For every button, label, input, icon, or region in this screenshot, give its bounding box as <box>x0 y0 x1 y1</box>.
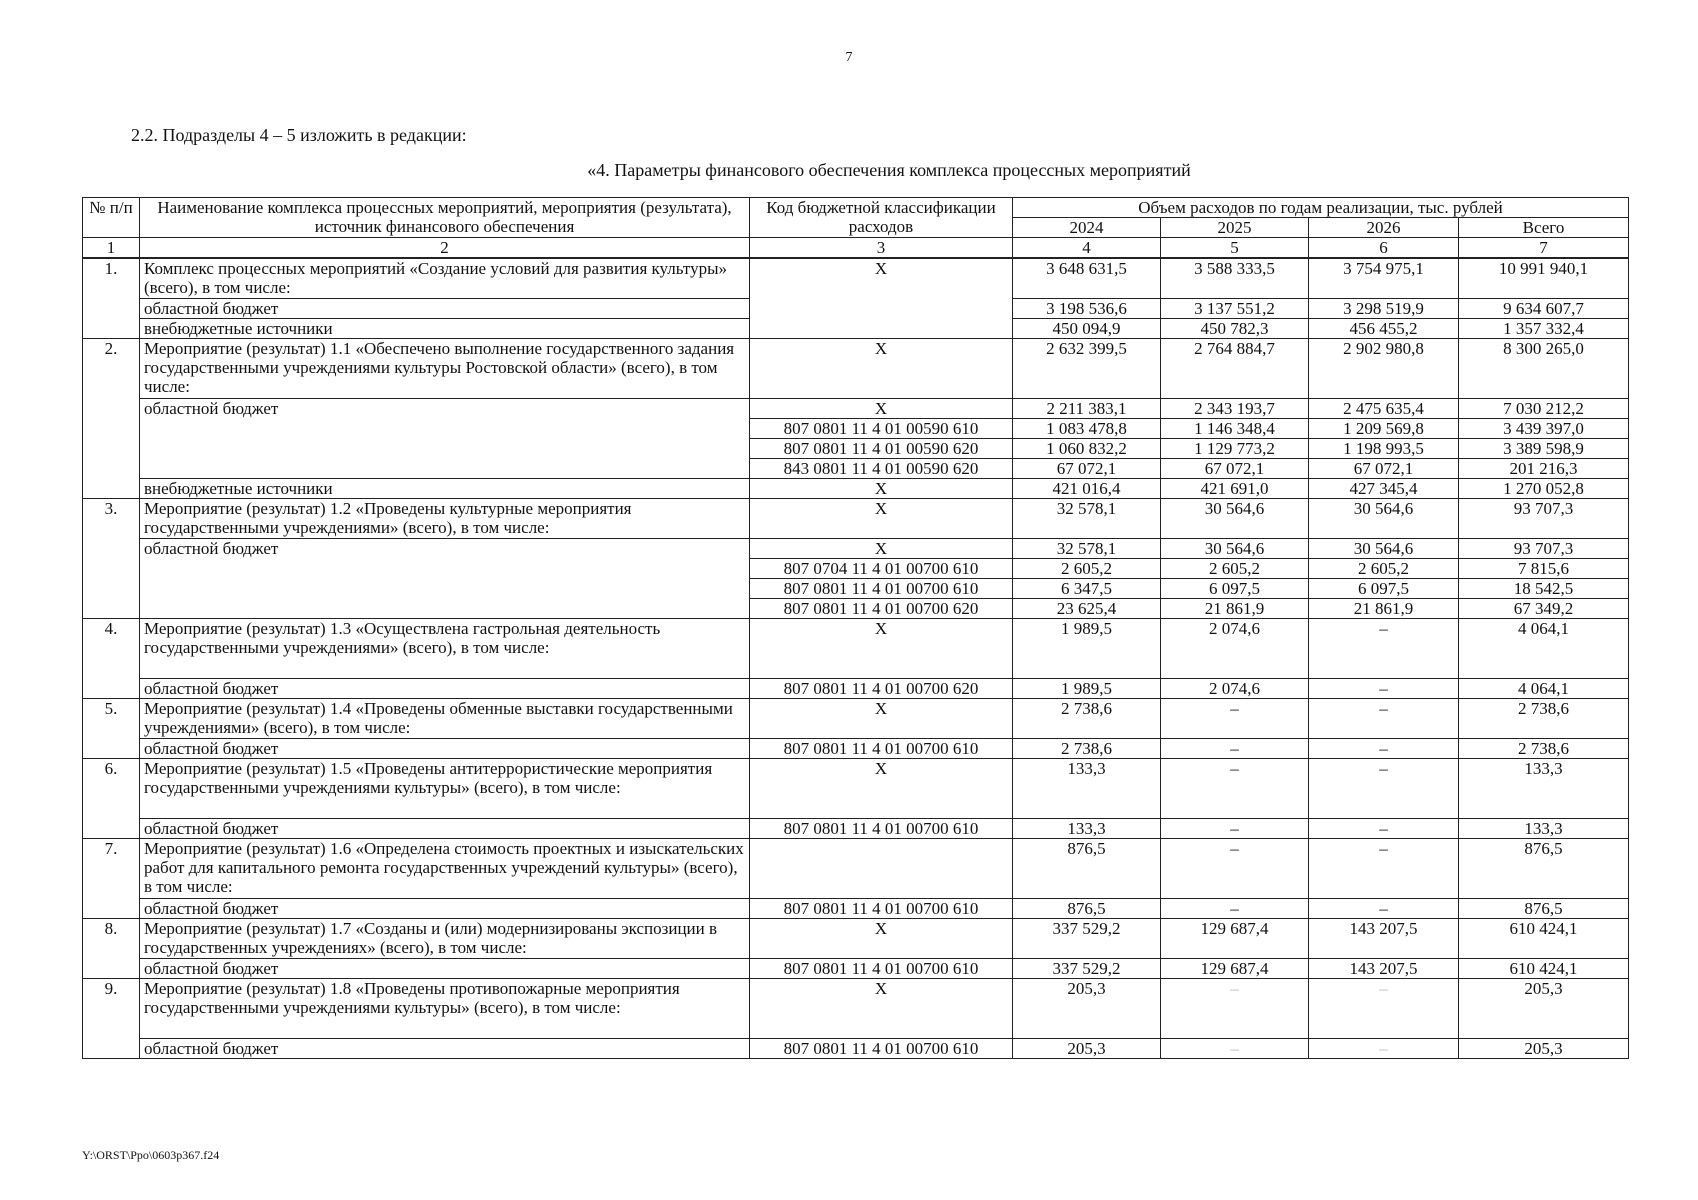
budget-code: 807 0801 11 4 01 00700 610 <box>750 898 1013 918</box>
item-name: Мероприятие (результат) 1.6 «Определена стоимость проектных и изыскательских работ для капитального ремонта государственных учреждений культуры» (всего), в том числе: <box>140 838 750 898</box>
table-row-main <box>83 978 1629 1038</box>
header-year-2024: 2024 <box>1013 218 1161 238</box>
column-number: 6 <box>1309 238 1459 259</box>
item-name: внебюджетные источники <box>140 478 750 498</box>
value-2026: 143 207,5 <box>1309 918 1459 958</box>
budget-code: 807 0801 11 4 01 00700 610 <box>750 578 1013 598</box>
value-total: 205,3 <box>1459 978 1629 1038</box>
row-number: 7. <box>83 838 140 918</box>
value-2026: – <box>1309 818 1459 838</box>
column-number: 2 <box>140 238 750 259</box>
value-2026: – <box>1309 678 1459 698</box>
budget-code: 807 0801 11 4 01 00700 620 <box>750 678 1013 698</box>
row-number: 6. <box>83 758 140 838</box>
page-number: 7 <box>845 50 853 65</box>
column-number: 3 <box>750 238 1013 259</box>
table-row-main <box>83 258 1629 298</box>
value-2026: – <box>1309 1038 1459 1058</box>
header-volume: Объем расходов по годам реализации, тыс. рублей <box>1013 198 1629 218</box>
column-numbers-row <box>83 238 1629 259</box>
table-body <box>83 258 1629 1058</box>
value-2026: 1 209 569,8 <box>1309 418 1459 438</box>
row-number: 5. <box>83 698 140 758</box>
table-row-main <box>83 618 1629 678</box>
item-name: областной бюджет <box>140 1038 750 1058</box>
header-num: № п/п <box>83 198 140 238</box>
value-total: 201 216,3 <box>1459 458 1629 478</box>
table-row-sub <box>83 818 1629 838</box>
value-2026: 2 605,2 <box>1309 558 1459 578</box>
value-2025: – <box>1161 1038 1309 1058</box>
value-total: 7 030 212,2 <box>1459 398 1629 418</box>
budget-code: X <box>750 398 1013 418</box>
item-name: Мероприятие (результат) 1.8 «Проведены противопожарные мероприятия государственными учреждениями культуры» (всего), в том числе: <box>140 978 750 1038</box>
budget-code: 807 0801 11 4 01 00700 620 <box>750 598 1013 618</box>
value-total: 133,3 <box>1459 758 1629 818</box>
value-total: 93 707,3 <box>1459 538 1629 558</box>
value-2025: – <box>1161 698 1309 738</box>
table-row-sub <box>83 398 1629 418</box>
header-code: Код бюджетной классификации расходов <box>750 198 1013 238</box>
row-number: 4. <box>83 618 140 698</box>
value-2025: 67 072,1 <box>1161 458 1309 478</box>
header-year-2025: 2025 <box>1161 218 1309 238</box>
value-2025: 421 691,0 <box>1161 478 1309 498</box>
budget-code: 807 0704 11 4 01 00700 610 <box>750 558 1013 578</box>
value-2024: 32 578,1 <box>1013 538 1161 558</box>
item-name: областной бюджет <box>140 298 750 318</box>
item-name: областной бюджет <box>140 538 750 618</box>
value-2025: 30 564,6 <box>1161 538 1309 558</box>
value-total: 3 389 598,9 <box>1459 438 1629 458</box>
value-2025: 1 146 348,4 <box>1161 418 1309 438</box>
value-2024: 3 648 631,5 <box>1013 258 1161 298</box>
value-2025: – <box>1161 758 1309 818</box>
value-2024: 205,3 <box>1013 1038 1161 1058</box>
value-2026: 456 455,2 <box>1309 318 1459 338</box>
value-2025: 129 687,4 <box>1161 918 1309 958</box>
value-2025: 2 605,2 <box>1161 558 1309 578</box>
row-number: 9. <box>83 978 140 1058</box>
row-number: 1. <box>83 258 140 338</box>
value-2024: 421 016,4 <box>1013 478 1161 498</box>
value-2024: 3 198 536,6 <box>1013 298 1161 318</box>
item-name: областной бюджет <box>140 678 750 698</box>
value-2025: 1 129 773,2 <box>1161 438 1309 458</box>
value-2024: 2 738,6 <box>1013 738 1161 758</box>
value-total: 2 738,6 <box>1459 698 1629 738</box>
value-total: 610 424,1 <box>1459 958 1629 978</box>
item-name: внебюджетные источники <box>140 318 750 338</box>
value-2024: 205,3 <box>1013 978 1161 1038</box>
value-2026: 30 564,6 <box>1309 538 1459 558</box>
value-2024: 2 738,6 <box>1013 698 1161 738</box>
value-2024: 2 211 383,1 <box>1013 398 1161 418</box>
budget-code: X <box>750 478 1013 498</box>
intro-paragraph: 2.2. Подразделы 4 – 5 изложить в редакции: <box>131 125 467 145</box>
value-2024: 1 989,5 <box>1013 678 1161 698</box>
value-2024: 876,5 <box>1013 898 1161 918</box>
table-row-main <box>83 758 1629 818</box>
budget-code: 843 0801 11 4 01 00590 620 <box>750 458 1013 478</box>
column-number: 1 <box>83 238 140 259</box>
value-2024: 450 094,9 <box>1013 318 1161 338</box>
table-row-sub <box>83 1038 1629 1058</box>
value-2025: 2 074,6 <box>1161 678 1309 698</box>
budget-code: 807 0801 11 4 01 00700 610 <box>750 1038 1013 1058</box>
value-2026: – <box>1309 898 1459 918</box>
item-name: областной бюджет <box>140 958 750 978</box>
item-name: Мероприятие (результат) 1.7 «Созданы и (или) модернизированы экспозиции в государственных учреждениях» (всего), в том числе: <box>140 918 750 958</box>
value-2025: – <box>1161 838 1309 898</box>
budget-code: X <box>750 538 1013 558</box>
value-2026: 21 861,9 <box>1309 598 1459 618</box>
value-total: 4 064,1 <box>1459 678 1629 698</box>
value-2025: 3 588 333,5 <box>1161 258 1309 298</box>
value-2024: 23 625,4 <box>1013 598 1161 618</box>
value-2025: 21 861,9 <box>1161 598 1309 618</box>
column-number: 5 <box>1161 238 1309 259</box>
value-2026: – <box>1309 758 1459 818</box>
item-name: областной бюджет <box>140 738 750 758</box>
value-2024: 67 072,1 <box>1013 458 1161 478</box>
header-total: Всего <box>1459 218 1629 238</box>
table-row-sub <box>83 958 1629 978</box>
value-2025: 2 343 193,7 <box>1161 398 1309 418</box>
budget-code: X <box>750 338 1013 398</box>
value-2024: 32 578,1 <box>1013 498 1161 538</box>
value-total: 4 064,1 <box>1459 618 1629 678</box>
value-total: 610 424,1 <box>1459 918 1629 958</box>
value-total: 1 357 332,4 <box>1459 318 1629 338</box>
header-name: Наименование комплекса процессных мероприятий, мероприятия (результата), источник финансового обеспечения <box>140 198 750 238</box>
budget-code: 807 0801 11 4 01 00700 610 <box>750 738 1013 758</box>
value-2026: – <box>1309 698 1459 738</box>
value-2024: 337 529,2 <box>1013 918 1161 958</box>
budget-code: X <box>750 978 1013 1038</box>
budget-code: X <box>750 258 1013 338</box>
value-total: 9 634 607,7 <box>1459 298 1629 318</box>
value-2025: 2 074,6 <box>1161 618 1309 678</box>
table-row-sub <box>83 678 1629 698</box>
value-2026: 2 902 980,8 <box>1309 338 1459 398</box>
value-2025: 6 097,5 <box>1161 578 1309 598</box>
budget-code: 807 0801 11 4 01 00700 610 <box>750 958 1013 978</box>
value-2026: 6 097,5 <box>1309 578 1459 598</box>
value-total: 67 349,2 <box>1459 598 1629 618</box>
value-2026: – <box>1309 618 1459 678</box>
table-row-main <box>83 698 1629 738</box>
value-2025: 450 782,3 <box>1161 318 1309 338</box>
header-year-2026: 2026 <box>1309 218 1459 238</box>
budget-code: 807 0801 11 4 01 00700 610 <box>750 818 1013 838</box>
table-row-sub <box>83 478 1629 498</box>
budget-code: 807 0801 11 4 01 00590 620 <box>750 438 1013 458</box>
value-total: 2 738,6 <box>1459 738 1629 758</box>
table-row-main <box>83 338 1629 398</box>
item-name: Комплекс процессных мероприятий «Создание условий для развития культуры» (всего), в том числе: <box>140 258 750 298</box>
value-2026: 30 564,6 <box>1309 498 1459 538</box>
value-2025: – <box>1161 818 1309 838</box>
item-name: Мероприятие (результат) 1.4 «Проведены обменные выставки государственными учреждениями» (всего), в том числе: <box>140 698 750 738</box>
value-2024: 133,3 <box>1013 818 1161 838</box>
value-2026: 67 072,1 <box>1309 458 1459 478</box>
column-number: 7 <box>1459 238 1629 259</box>
section-title: «4. Параметры финансового обеспечения комплекса процессных мероприятий <box>587 160 1191 180</box>
value-2025: – <box>1161 898 1309 918</box>
value-2025: 129 687,4 <box>1161 958 1309 978</box>
item-name: областной бюджет <box>140 818 750 838</box>
value-2026: 1 198 993,5 <box>1309 438 1459 458</box>
value-total: 18 542,5 <box>1459 578 1629 598</box>
value-2024: 1 989,5 <box>1013 618 1161 678</box>
value-total: 205,3 <box>1459 1038 1629 1058</box>
budget-code: X <box>750 618 1013 678</box>
value-2026: 2 475 635,4 <box>1309 398 1459 418</box>
value-2025: – <box>1161 738 1309 758</box>
table-row-main <box>83 498 1629 538</box>
item-name: Мероприятие (результат) 1.2 «Проведены культурные мероприятия государственными учреждениями» (всего), в том числе: <box>140 498 750 538</box>
budget-code <box>750 838 1013 898</box>
table-header <box>83 198 1629 259</box>
item-name: областной бюджет <box>140 398 750 478</box>
budget-code: X <box>750 498 1013 538</box>
table-row-sub <box>83 898 1629 918</box>
value-2024: 2 605,2 <box>1013 558 1161 578</box>
column-number: 4 <box>1013 238 1161 259</box>
value-total: 7 815,6 <box>1459 558 1629 578</box>
budget-code: X <box>750 918 1013 958</box>
value-total: 3 439 397,0 <box>1459 418 1629 438</box>
value-2024: 2 632 399,5 <box>1013 338 1161 398</box>
value-2025: – <box>1161 978 1309 1038</box>
value-2026: – <box>1309 738 1459 758</box>
value-2026: 3 754 975,1 <box>1309 258 1459 298</box>
value-2024: 6 347,5 <box>1013 578 1161 598</box>
value-2025: 2 764 884,7 <box>1161 338 1309 398</box>
value-total: 8 300 265,0 <box>1459 338 1629 398</box>
budget-code: X <box>750 758 1013 818</box>
value-total: 10 991 940,1 <box>1459 258 1629 298</box>
budget-code: X <box>750 698 1013 738</box>
value-2025: 3 137 551,2 <box>1161 298 1309 318</box>
value-total: 133,3 <box>1459 818 1629 838</box>
value-2024: 876,5 <box>1013 838 1161 898</box>
value-total: 876,5 <box>1459 838 1629 898</box>
value-total: 876,5 <box>1459 898 1629 918</box>
item-name: областной бюджет <box>140 898 750 918</box>
financing-table <box>82 197 1629 1059</box>
row-number: 3. <box>83 498 140 618</box>
value-2024: 133,3 <box>1013 758 1161 818</box>
value-2024: 1 083 478,8 <box>1013 418 1161 438</box>
value-2026: – <box>1309 838 1459 898</box>
value-2026: 3 298 519,9 <box>1309 298 1459 318</box>
value-total: 93 707,3 <box>1459 498 1629 538</box>
table-row-sub <box>83 738 1629 758</box>
row-number: 2. <box>83 338 140 498</box>
budget-code: 807 0801 11 4 01 00590 610 <box>750 418 1013 438</box>
table-row-sub <box>83 538 1629 558</box>
value-2026: 143 207,5 <box>1309 958 1459 978</box>
value-2025: 30 564,6 <box>1161 498 1309 538</box>
item-name: Мероприятие (результат) 1.3 «Осуществлена гастрольная деятельность государственными учреждениями» (всего), в том числе: <box>140 618 750 678</box>
value-total: 1 270 052,8 <box>1459 478 1629 498</box>
value-2026: 427 345,4 <box>1309 478 1459 498</box>
item-name: Мероприятие (результат) 1.1 «Обеспечено выполнение государственного задания государственными учреждениями культуры Ростовской области» (всего), в том числе: <box>140 338 750 398</box>
value-2024: 1 060 832,2 <box>1013 438 1161 458</box>
value-2024: 337 529,2 <box>1013 958 1161 978</box>
item-name: Мероприятие (результат) 1.5 «Проведены антитеррористические мероприятия государственными учреждениями культуры» (всего), в том числе: <box>140 758 750 818</box>
table-row-main <box>83 838 1629 898</box>
value-2026: – <box>1309 978 1459 1038</box>
table-row-main <box>83 918 1629 958</box>
row-number: 8. <box>83 918 140 978</box>
file-path-footer: Y:\ORST\Ppo\0603p367.f24 <box>82 1148 220 1162</box>
